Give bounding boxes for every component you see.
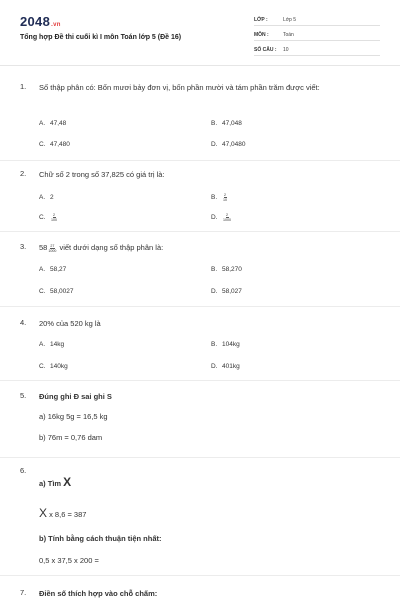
divider xyxy=(0,457,400,458)
x-symbol: X xyxy=(39,506,48,520)
equation: X x 8,6 = 387 xyxy=(39,506,87,520)
meta-key: LỚP : xyxy=(254,17,268,23)
divider xyxy=(0,231,400,232)
page-header xyxy=(0,0,400,66)
site-logo[interactable]: 2048.vn xyxy=(20,14,61,29)
part-b-label: b) Tính bằng cách thuận tiện nhất: xyxy=(39,534,162,543)
meta-row-count xyxy=(254,45,380,56)
part-b-expression: 0,5 x 37,5 x 200 = xyxy=(39,556,99,565)
option-c[interactable]: C. 58,0027 xyxy=(39,288,74,295)
divider xyxy=(0,575,400,576)
document-title: Tổng hợp Đề thi cuối kì I môn Toán lớp 5 (Đề 16) xyxy=(20,34,182,41)
meta-row-subject xyxy=(254,30,380,41)
question-text: 58 $\frac{27}{1000}$ viết dưới dạng số thập phân là: xyxy=(39,243,164,253)
question-number: 5. xyxy=(20,391,27,400)
option-a[interactable]: A. 14kg xyxy=(39,341,65,348)
option-b[interactable]: B. 104kg xyxy=(211,341,240,348)
question-number: 1. xyxy=(20,82,27,91)
question-text: Chữ số 2 trong số 37,825 có giá trị là: xyxy=(39,170,165,179)
option-d[interactable]: D. 58,027 xyxy=(211,288,242,295)
option-a[interactable]: A. 58,27 xyxy=(39,266,67,273)
option-c[interactable]: C. 47,480 xyxy=(39,141,70,148)
option-a[interactable]: A. 47,48 xyxy=(39,120,67,127)
option-a[interactable]: A. 2 xyxy=(39,194,54,201)
question-number: 3. xyxy=(20,242,27,251)
meta-row-class xyxy=(254,15,380,26)
part-a-label: a) Tìm X xyxy=(39,475,72,489)
meta-key: MÔN : xyxy=(254,32,269,38)
meta-info xyxy=(254,15,380,60)
question-text: Số thập phân có: Bốn mươi bảy đơn vị, bốn phần mười và tám phần trăm được viết: xyxy=(39,83,320,92)
divider xyxy=(0,306,400,307)
meta-key: SỐ CÂU : xyxy=(254,47,277,53)
statement-b: b) 76m = 0,76 dam xyxy=(39,433,103,442)
fraction: $\frac{27}{1000}$ xyxy=(48,243,57,253)
question-number: 6. xyxy=(20,466,27,475)
x-symbol: X xyxy=(63,475,72,489)
option-d[interactable]: D. $\frac{2}{1000}$ xyxy=(211,213,231,222)
question-text: Điền số thích hợp vào chỗ chấm: xyxy=(39,589,158,598)
question-text: Đúng ghi Đ sai ghi S xyxy=(39,392,112,401)
option-b[interactable]: B. $\frac{2}{10}$ xyxy=(211,193,227,202)
option-b[interactable]: B. 47,048 xyxy=(211,120,242,127)
divider xyxy=(0,160,400,161)
question-number: 4. xyxy=(20,318,27,327)
option-d[interactable]: D. 47,0480 xyxy=(211,141,246,148)
question-text: 20% của 520 kg là xyxy=(39,319,101,328)
option-c[interactable]: C. 140kg xyxy=(39,363,68,370)
option-c[interactable]: C. $\frac{2}{100}$ xyxy=(39,213,57,222)
meta-value: Lớp 5 xyxy=(283,17,297,23)
meta-value: 10 xyxy=(283,47,289,53)
mixed-whole: 58 xyxy=(39,243,48,252)
divider xyxy=(0,380,400,381)
fraction: $\frac{2}{10}$ xyxy=(223,193,227,202)
fraction: $\frac{2}{1000}$ xyxy=(223,213,231,222)
fraction: $\frac{2}{100}$ xyxy=(51,213,57,222)
question-number: 2. xyxy=(20,169,27,178)
option-d[interactable]: D. 401kg xyxy=(211,363,240,370)
question-number: 7. xyxy=(20,588,27,597)
statement-a: a) 16kg 5g = 16,5 kg xyxy=(39,412,108,421)
option-b[interactable]: B. 58,270 xyxy=(211,266,242,273)
meta-value: Toán xyxy=(283,32,294,38)
